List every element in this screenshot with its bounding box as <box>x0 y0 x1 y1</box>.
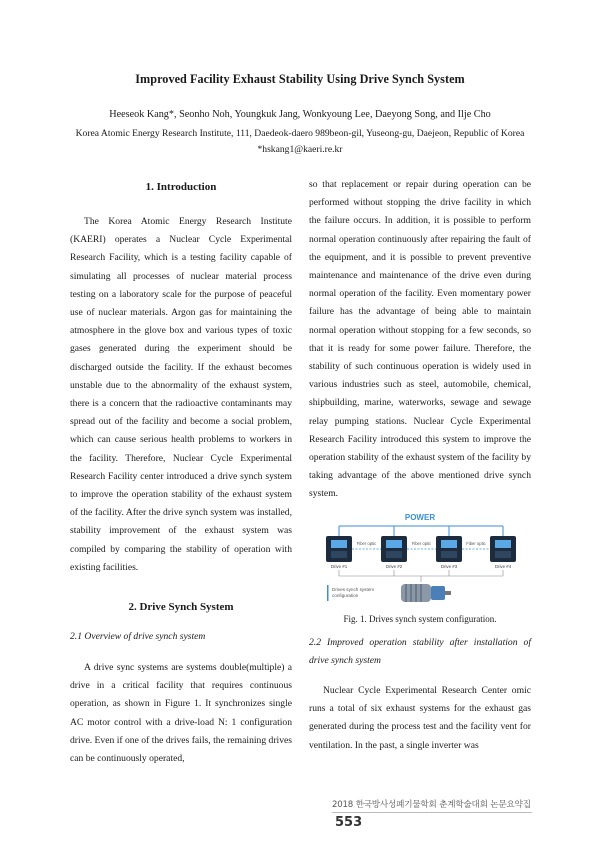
overview-paragraph: A drive sync systems are systems double(multiple) a drive in a critical facility that requires continuous operation, as shown in Figure 1. It synchronizes single AC motor control with a drive-load N: 1 configuration drive. Even if one of the drives fails, the remaining drives can be continuously operated, <box>70 662 292 765</box>
fiber-label-3: Fiber optic <box>466 540 486 546</box>
introduction-paragraph: The Korea Atomic Energy Research Institute (KAERI) operates a Nuclear Cycle Experimental Research Facility, which is a testing facility capable of simulating all processes of nuclear material process testing on a laboratory scale for the purpose of peaceful use of nuclear materials. Argon gas for maintaining the atmosphere in the glove box and various types of toxic gases generated during the experiment should be discharged outside the facility. If the exhaust becomes unstable due to the abnormality of the exhaust system, there is a concern that the radioactive contaminants may spread out of the facility and become a social problem, which can cause serious health problems to workers in the facility. Therefore, Nuclear Cycle Experimental Research Facility center introduced a drive synch system to improve the operation stability of the exhaust system of the facility. After the drive synch system was installed, stability improvement of the exhaust system was compiled by comparing the stability of operation with existing facilities. <box>70 216 292 573</box>
subsection-heading-2-1: 2.1 Overview of drive synch system <box>70 631 206 643</box>
figure-1-caption: Fig. 1. Drives synch system configuration. <box>343 613 497 624</box>
legend-line-2: configuration <box>332 592 359 598</box>
left-column <box>70 172 292 768</box>
footer-rule <box>332 812 532 813</box>
section-heading-drive-synch: 2. Drive Synch System <box>128 601 234 614</box>
drive-label-4: Drive #4 <box>494 563 512 569</box>
drive-unit-1 <box>326 536 352 562</box>
section-heading-introduction: 1. Introduction <box>145 181 217 193</box>
figure-1 <box>309 512 531 610</box>
drive-unit-4 <box>490 536 516 562</box>
legend-line-1: Drives synch system <box>332 586 375 592</box>
page-number: 553 <box>335 815 363 830</box>
subsection-heading-2-2: 2.2 Improved operation stability after installation of drive synch system <box>309 636 531 666</box>
right-column <box>309 172 531 755</box>
continued-paragraph: so that replacement or repair during operation can be performed without stopping the drive facility in which the failure occurs. In addition, it is possible to perform normal operation continuously after repairing the fault of the equipment, and it is possible to prevent preventive maintenance and maintenance of the drive even during normal operation of the facility. Even momentary power failure has the advantage of being able to maintain normal operation without stopping for a few seconds, so that it is ready for some power failure. Therefore, the stability of such continuous operation is widely used in various industries such as steel, automobile, chemical, shipbuilding, marine, waterworks, sewage and sewage relay pumping stations. Nuclear Cycle Experimental Research Facility introduced this system to improve the operation stability of the exhaust system of the facility by taking advantage of the above mentioned drive synch system. <box>309 179 531 500</box>
drive-label-2: Drive #2 <box>385 563 403 569</box>
affiliation: Korea Atomic Energy Research Institute, 111, Daedeok-daero 989beon-gil, Yuseong-gu, Daejeon, Republic of Korea <box>75 128 525 139</box>
drive-label-3: Drive #3 <box>440 563 458 569</box>
author-list: Heeseok Kang*, Seonho Noh, Youngkuk Jang, Wonkyoung Lee, Daeyong Song, and Ilje Cho <box>109 109 491 120</box>
drive-unit-3 <box>436 536 462 562</box>
fiber-label-1: Fiber optic <box>356 540 377 546</box>
paper-title: Improved Facility Exhaust Stability Using Drive Synch System <box>135 72 465 86</box>
page-footer <box>332 792 532 830</box>
drive-unit-2 <box>381 536 407 562</box>
drive-synch-diagram <box>309 512 531 610</box>
power-label: POWER <box>404 512 436 522</box>
legend-bar <box>327 585 329 601</box>
fiber-label-2: Fiber optic <box>411 540 432 546</box>
drive-label-1: Drive #1 <box>330 563 348 569</box>
proceedings-name: 2018 한국방사성폐기물학회 춘계학술대회 논문요약집 <box>332 800 531 810</box>
ac-motor-icon <box>401 584 451 602</box>
operation-stability-paragraph: Nuclear Cycle Experimental Research Center omic runs a total of six exhaust systems for the exhaust gas generated during the process test and the facility vent for ventilation. In the past, a single inverter was <box>309 685 531 751</box>
corresponding-email: *hskang1@kaeri.re.kr <box>257 144 343 155</box>
